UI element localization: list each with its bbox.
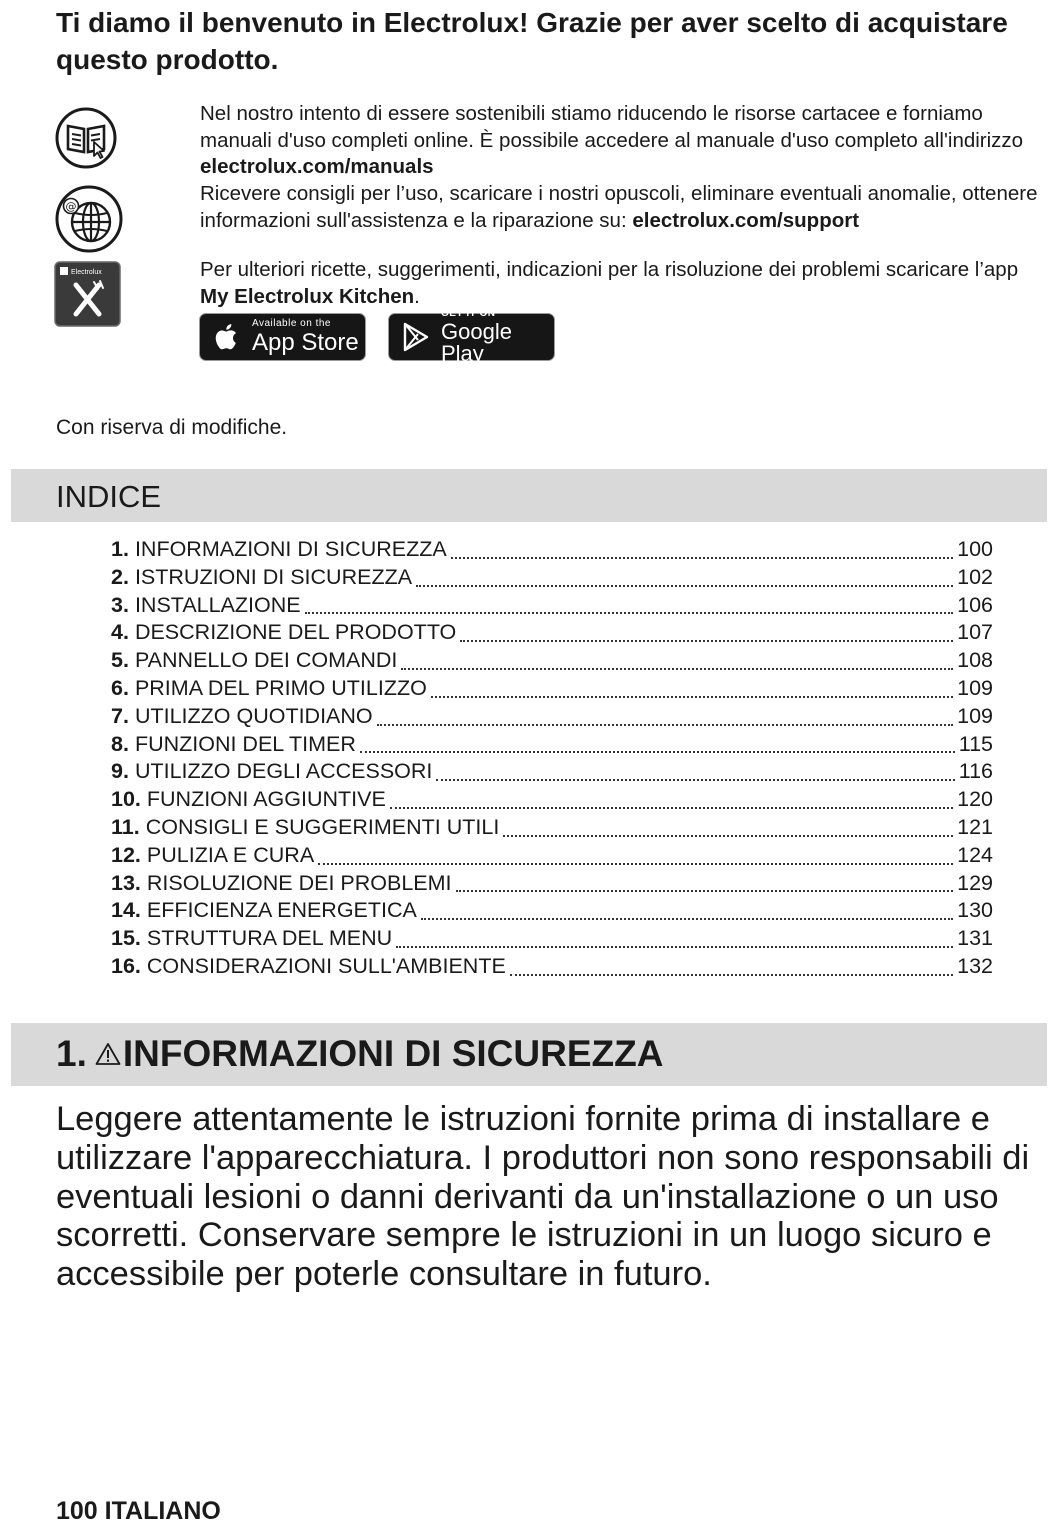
google-play-button[interactable] <box>388 308 555 366</box>
app-paragraph <box>200 257 1050 310</box>
app-store-small-label: Available on the <box>252 318 331 329</box>
toc-entry-number: 8. <box>111 731 129 756</box>
toc-entry-page: 120 <box>957 787 993 812</box>
toc-entry-page: 108 <box>957 648 993 673</box>
toc-entry[interactable] <box>111 593 993 621</box>
toc-entry[interactable] <box>111 732 993 760</box>
google-play-icon <box>399 320 433 354</box>
toc-entry[interactable] <box>111 704 993 732</box>
toc-entry-label: PULIZIA E CURA <box>146 842 315 867</box>
google-play-label: Google Play <box>441 319 512 366</box>
section-number: 1. <box>56 1033 87 1074</box>
toc-entry-number: 16. <box>111 953 141 978</box>
toc-entry-label: ISTRUZIONI DI SICUREZZA <box>134 564 413 589</box>
reserve-note: Con riserva di modifiche. <box>56 416 288 439</box>
toc-entry-label: PRIMA DEL PRIMO UTILIZZO <box>134 675 427 700</box>
toc-entry-page: 124 <box>957 842 993 867</box>
toc-dot-leader <box>396 946 953 948</box>
welcome-heading: Ti diamo il benvenuto in Electrolux! Grazie per aver scelto di acquistare questo prodotto. <box>56 7 1008 75</box>
manuals-paragraph <box>200 101 1045 181</box>
index-header <box>11 469 1047 522</box>
index-title: INDICE <box>56 479 162 514</box>
toc-dot-leader <box>305 612 954 614</box>
toc-entry-page: 130 <box>957 898 993 923</box>
toc-entry-label: INSTALLAZIONE <box>134 592 301 617</box>
toc-entry-label: UTILIZZO DEGLI ACCESSORI <box>134 759 433 784</box>
toc-entry-number: 10. <box>111 787 141 812</box>
toc-entry[interactable] <box>111 676 993 704</box>
toc-dot-leader <box>436 779 954 781</box>
toc-entry-number: 1. <box>111 537 129 561</box>
toc-entry-number: 12. <box>111 842 141 867</box>
toc-dot-leader <box>451 557 953 559</box>
toc-entry-label: INFORMAZIONI DI SICUREZZA <box>134 537 447 561</box>
support-paragraph <box>200 181 1045 234</box>
toc-entry-number: 7. <box>111 703 129 728</box>
toc-entry-page: 132 <box>957 953 993 978</box>
toc-entry-label: FUNZIONI AGGIUNTIVE <box>146 787 386 812</box>
toc-entry-page: 106 <box>957 592 993 617</box>
toc-entry[interactable] <box>111 648 993 676</box>
toc-entry-page: 129 <box>957 870 993 895</box>
toc-entry-label: DESCRIZIONE DEL PRODOTTO <box>134 620 457 645</box>
toc-entry-label: EFFICIENZA ENERGETICA <box>146 898 417 923</box>
support-link[interactable]: electrolux.com/support <box>632 208 860 232</box>
toc-entry-number: 5. <box>111 648 129 673</box>
toc-dot-leader <box>416 585 953 587</box>
toc-entry-number: 13. <box>111 870 141 895</box>
toc-entry[interactable] <box>111 954 993 982</box>
app-brand-label: Electrolux <box>71 269 102 276</box>
toc-entry[interactable] <box>111 843 993 871</box>
toc-entry-page: 116 <box>958 759 993 784</box>
table-of-contents <box>111 537 993 982</box>
toc-entry-label: STRUTTURA DEL MENU <box>146 926 393 951</box>
toc-entry-page: 121 <box>957 814 993 839</box>
toc-entry-label: PANNELLO DEI COMANDI <box>134 648 398 673</box>
app-text-end: . <box>414 284 420 308</box>
toc-entry[interactable] <box>111 759 993 787</box>
toc-entry-page: 115 <box>958 731 993 756</box>
toc-entry-number: 9. <box>111 759 129 784</box>
toc-entry-number: 11. <box>111 814 140 839</box>
svg-text:@: @ <box>65 200 77 213</box>
section-1-header <box>11 1023 1047 1086</box>
toc-entry-page: 131 <box>957 926 993 951</box>
toc-dot-leader <box>503 835 953 837</box>
app-name: My Electrolux Kitchen <box>200 284 415 308</box>
toc-dot-leader <box>456 890 954 892</box>
warning-triangle-icon <box>95 1042 121 1066</box>
toc-dot-leader <box>318 863 953 865</box>
section-title: INFORMAZIONI DI SICUREZZA <box>122 1033 664 1074</box>
toc-entry[interactable] <box>111 787 993 815</box>
toc-entry-page: 102 <box>957 564 993 589</box>
toc-entry-page: 107 <box>957 620 993 645</box>
toc-entry-label: CONSIGLI E SUGGERIMENTI UTILI <box>145 814 500 839</box>
toc-entry[interactable] <box>111 898 993 926</box>
toc-entry-number: 4. <box>111 620 129 645</box>
page-footer: 100 ITALIANO <box>56 1497 221 1525</box>
globe-icon <box>54 184 124 259</box>
toc-entry-number: 6. <box>111 675 129 700</box>
toc-entry-label: UTILIZZO QUOTIDIANO <box>134 703 373 728</box>
support-text: Ricevere consigli per l’uso, scaricare i nostri opuscoli, eliminare eventuali anomalie, ottenere informazioni sull'assistenza e la riparazione su: <box>200 182 1038 232</box>
toc-dot-leader <box>431 696 953 698</box>
safety-intro-paragraph: Leggere attentamente le istruzioni fornite prima di installare e utilizzare l'apparecchiatura. I produttori non sono responsabili di eventuali lesioni o danni derivanti da un'installazione o un uso scorretti. Conservare sempre le istruzioni in un luogo sicuro e accessibile per poterle consultare in futuro. <box>56 1100 1030 1294</box>
electrolux-kitchen-app-icon <box>54 261 121 332</box>
toc-entry-label: RISOLUZIONE DEI PROBLEMI <box>146 870 452 895</box>
toc-entry[interactable] <box>111 871 993 899</box>
manuals-link[interactable]: electrolux.com/manuals <box>200 155 434 178</box>
toc-entry-page: 100 <box>957 537 993 561</box>
toc-entry[interactable] <box>111 926 993 954</box>
toc-entry-label: CONSIDERAZIONI SULL'AMBIENTE <box>146 953 506 978</box>
toc-entry[interactable] <box>111 815 993 843</box>
toc-entry-number: 14. <box>111 898 141 923</box>
toc-entry[interactable] <box>111 537 993 565</box>
toc-entry-page: 109 <box>957 675 993 700</box>
app-text: Per ulteriori ricette, suggerimenti, indicazioni per la risoluzione dei problemi scaricare l’app <box>200 258 1019 281</box>
toc-dot-leader <box>401 668 953 670</box>
toc-dot-leader <box>390 807 953 809</box>
toc-entry-label: FUNZIONI DEL TIMER <box>134 731 356 756</box>
toc-dot-leader <box>510 974 953 976</box>
toc-dot-leader <box>421 918 953 920</box>
app-store-button[interactable] <box>199 313 366 361</box>
toc-entry-number: 15. <box>111 926 141 951</box>
toc-entry-number: 2. <box>111 564 129 589</box>
toc-dot-leader <box>460 640 953 642</box>
toc-dot-leader <box>377 724 953 726</box>
apple-icon <box>210 320 244 354</box>
google-play-small-label: GET IT ON <box>441 308 496 319</box>
toc-entry[interactable] <box>111 620 993 648</box>
book-icon <box>54 106 118 175</box>
toc-entry-page: 109 <box>957 703 993 728</box>
toc-dot-leader <box>360 751 955 753</box>
toc-entry-number: 3. <box>111 592 129 617</box>
app-store-label: App Store <box>252 329 359 356</box>
toc-entry[interactable] <box>111 565 993 593</box>
manuals-text: Nel nostro intento di essere sostenibili stiamo riducendo le risorse cartacee e forniamo manuali d'uso completi online. È possibile accedere al manuale d'uso completo all'indirizzo <box>200 102 1024 152</box>
